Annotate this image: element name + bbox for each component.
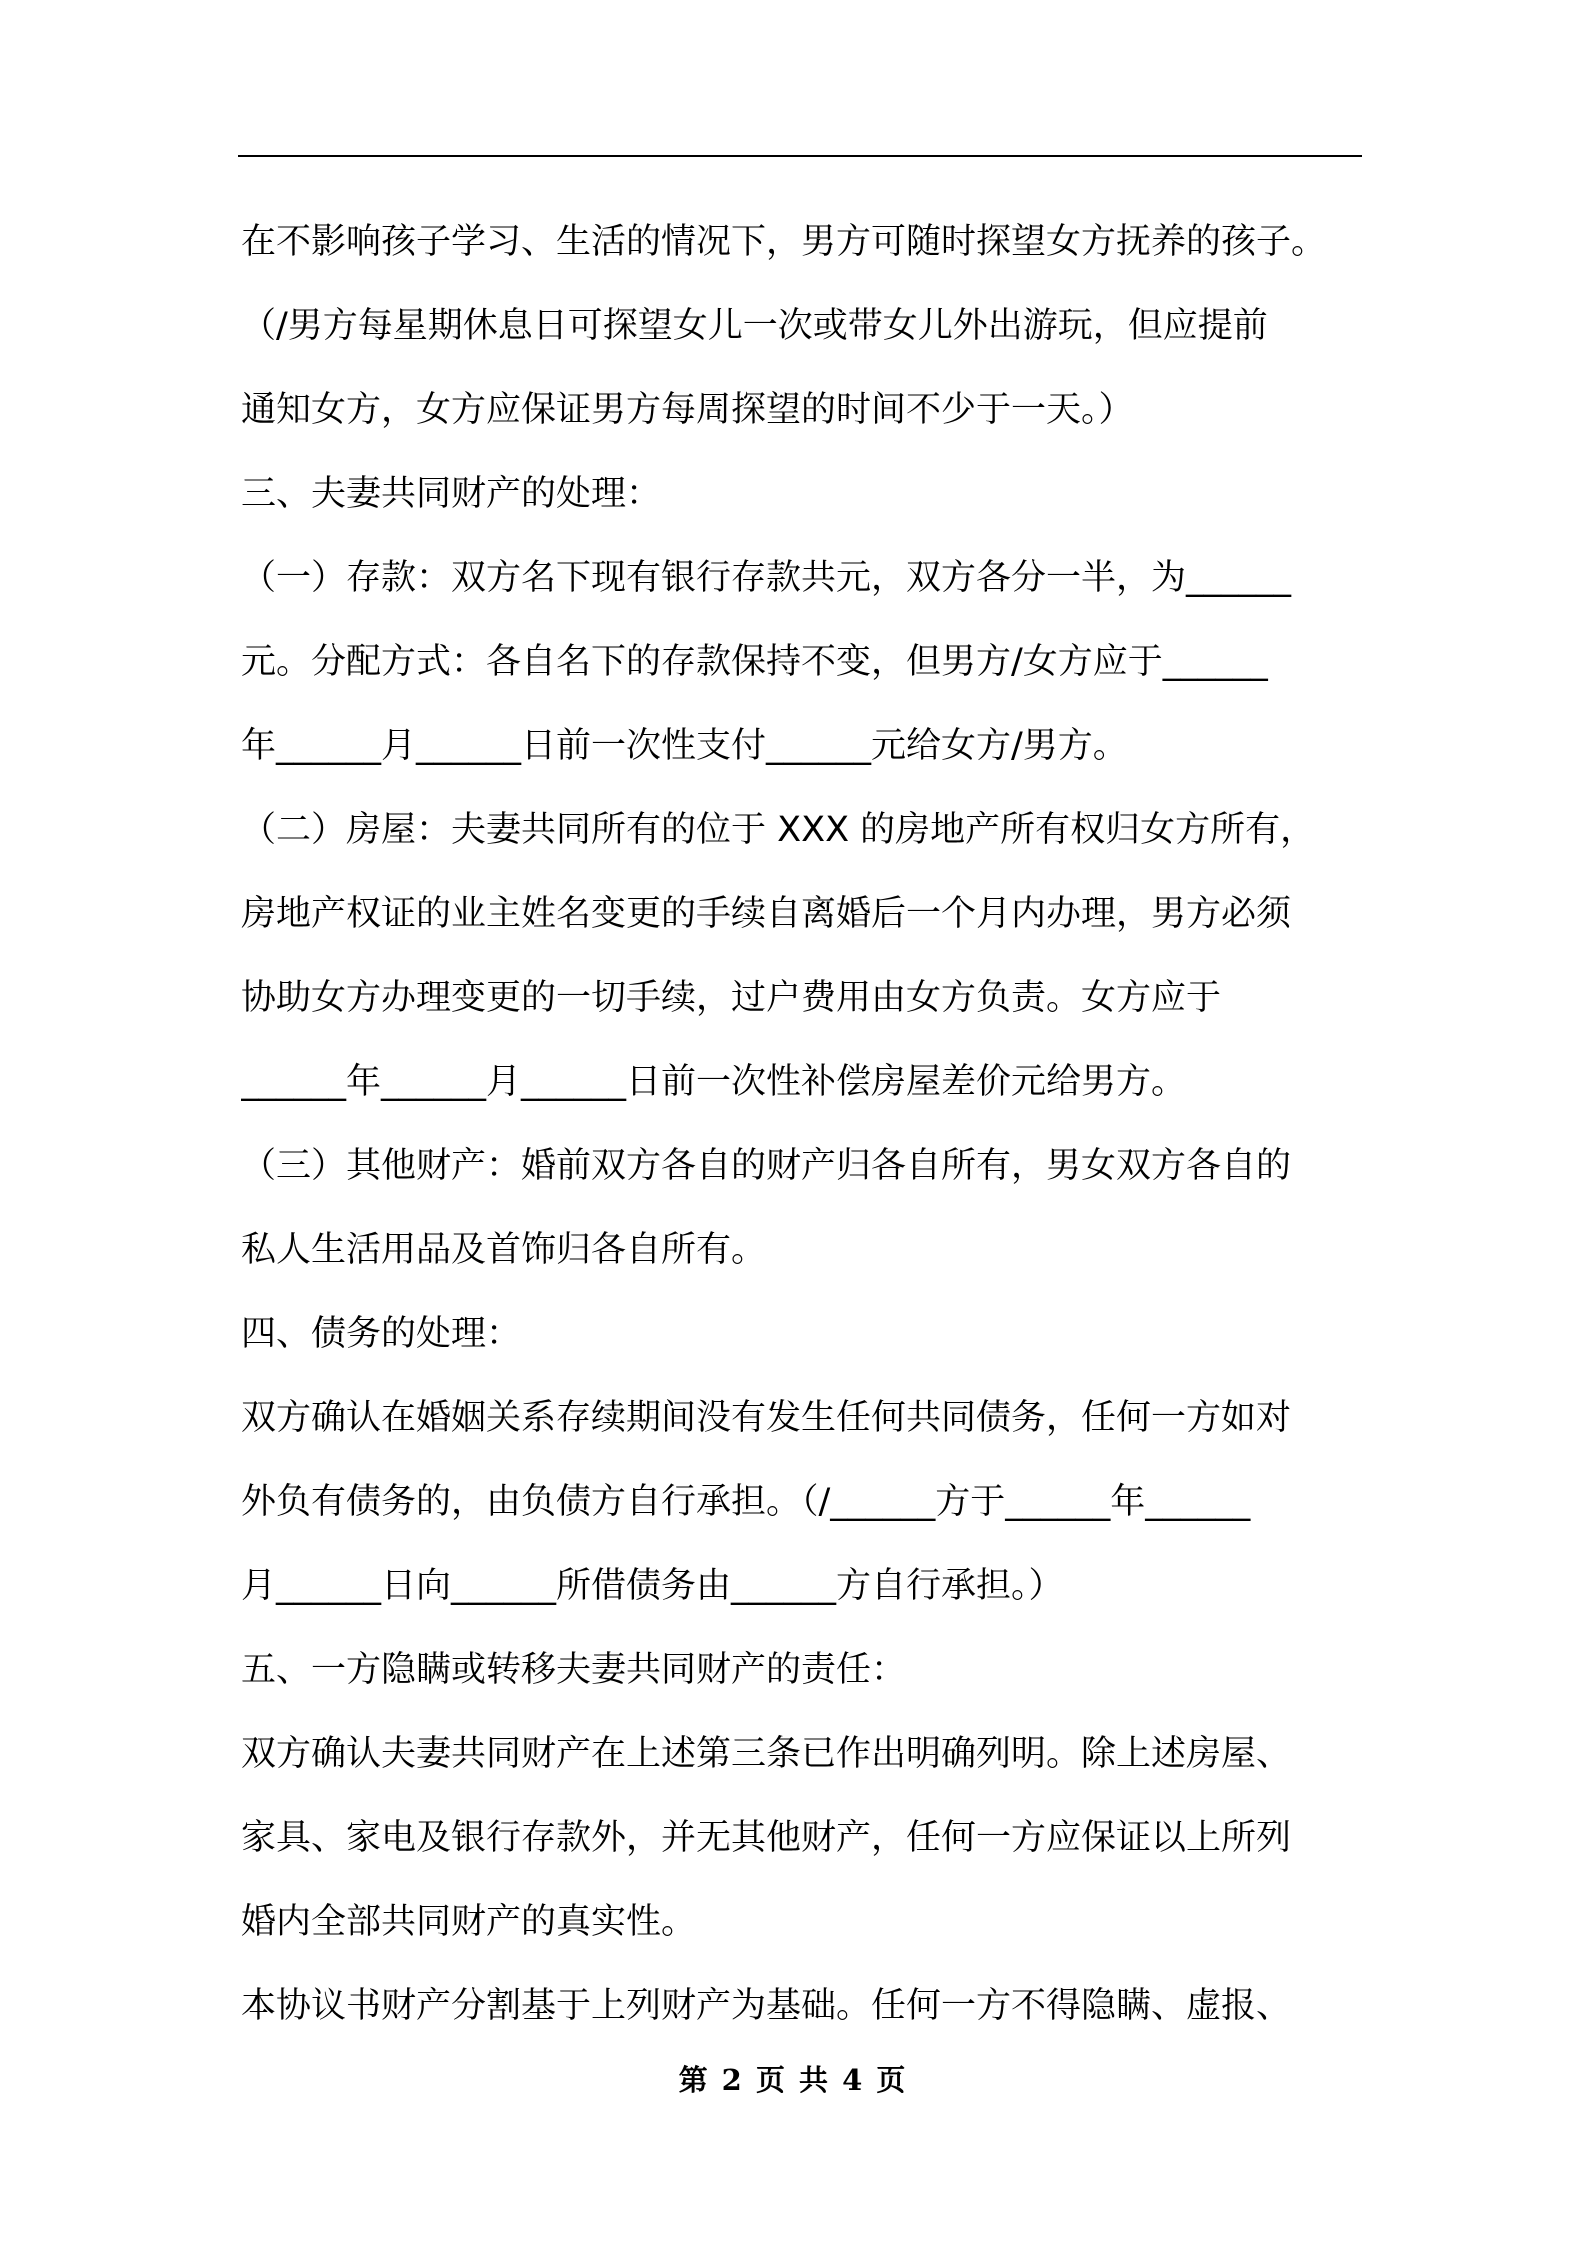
text-line: （三）其他财产：婚前双方各自的财产归各自所有，男女双方各自的: [241, 1146, 1292, 1186]
text-line: ______年______月______日前一次性补偿房屋差价元给男方。: [241, 1062, 1187, 1102]
text-line: 房地产权证的业主姓名变更的手续自离婚后一个月内办理，男方必须: [241, 894, 1292, 934]
section-heading: 三、夫妻共同财产的处理：: [241, 474, 662, 514]
text-line: 月______日向______所借债务由______方自行承担。）: [241, 1566, 1064, 1606]
text-line: 在不影响孩子学习、生活的情况下，男方可随时探望女方抚养的孩子。: [241, 222, 1327, 262]
text-line: 婚内全部共同财产的真实性。: [241, 1902, 697, 1942]
text-line: 外负有债务的，由负债方自行承担。（/______方于______年______: [241, 1482, 1251, 1522]
text-line: 本协议书财产分割基于上列财产为基础。任何一方不得隐瞒、虚报、: [241, 1986, 1292, 2026]
text-line: 家具、家电及银行存款外，并无其他财产，任何一方应保证以上所列: [241, 1818, 1292, 1858]
section-heading: 四、债务的处理：: [241, 1314, 522, 1354]
text-line: （/男方每星期休息日可探望女儿一次或带女儿外出游玩，但应提前: [241, 306, 1268, 346]
text-line: （一）存款：双方名下现有银行存款共元，双方各分一半，为______: [241, 558, 1292, 598]
text-line: 通知女方，女方应保证男方每周探望的时间不少于一天。）: [241, 390, 1134, 430]
text-line: 协助女方办理变更的一切手续，过户费用由女方负责。女方应于: [241, 978, 1222, 1018]
text-line: 双方确认夫妻共同财产在上述第三条已作出明确列明。除上述房屋、: [241, 1734, 1292, 1774]
header-divider: [238, 155, 1362, 157]
text-line: （二）房屋：夫妻共同所有的位于 XXX 的房地产所有权归女方所有，: [241, 810, 1316, 850]
text-line: 私人生活用品及首饰归各自所有。: [241, 1230, 767, 1270]
document-body: [241, 200, 1365, 2048]
text-line: 双方确认在婚姻关系存续期间没有发生任何共同债务，任何一方如对: [241, 1398, 1292, 1438]
text-line: 年______月______日前一次性支付______元给女方/男方。: [241, 726, 1128, 766]
page-number-footer: 第 2 页 共 4 页: [678, 2063, 908, 2097]
section-heading: 五、一方隐瞒或转移夫妻共同财产的责任：: [241, 1650, 907, 1690]
text-line: 元。分配方式：各自名下的存款保持不变，但男方/女方应于______: [241, 642, 1268, 682]
